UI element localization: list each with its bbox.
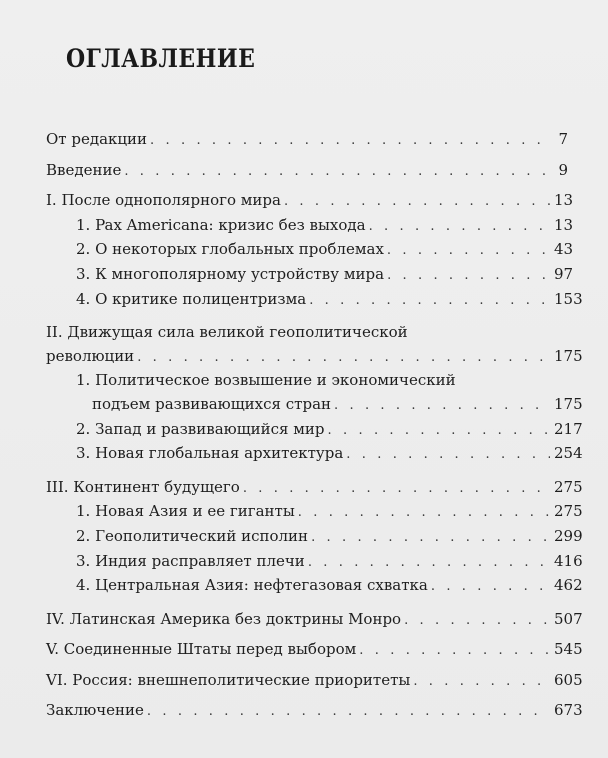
- toc-entry-chapter-6[interactable]: [46, 669, 583, 694]
- toc-entry-page: 275: [554, 502, 583, 521]
- toc-entry-page: 43: [554, 240, 574, 259]
- leader-dots: [150, 129, 550, 153]
- toc-entry-text: 3. К многополярному устройству мира: [76, 264, 385, 283]
- toc-entry-conclusion[interactable]: [46, 699, 583, 724]
- toc-entry-3-4[interactable]: [46, 574, 583, 599]
- toc-entry-text: 2. Геополитический исполин: [76, 526, 309, 545]
- toc-entry-1-2[interactable]: [46, 238, 574, 263]
- toc-entry-2-2[interactable]: [46, 418, 583, 443]
- toc-entry-text: 2. Запад и развивающийся мир: [76, 419, 325, 438]
- leader-dots: [124, 160, 550, 184]
- toc-entry-chapter-1[interactable]: [46, 189, 574, 214]
- toc-entry-page: 673: [554, 701, 583, 720]
- toc-entry-page: 254: [554, 444, 583, 463]
- leader-dots: [298, 501, 550, 525]
- toc-entry-1-1[interactable]: [46, 214, 574, 239]
- toc-entry-3-3[interactable]: [46, 550, 583, 575]
- leader-dots: [387, 239, 550, 263]
- toc-entry-2-3[interactable]: [46, 442, 583, 467]
- toc-entry-page: 175: [554, 394, 583, 413]
- toc-entry-page: 7: [558, 130, 568, 148]
- toc-entry-3-2[interactable]: [46, 525, 583, 550]
- leader-dots: [284, 190, 550, 214]
- leader-dots: [328, 419, 550, 443]
- toc-entry-page: 416: [554, 551, 583, 570]
- toc-entry-page: 97: [554, 264, 574, 283]
- toc-entry-page: 462: [554, 576, 583, 595]
- leader-dots: [346, 443, 550, 467]
- leader-dots: [147, 700, 550, 724]
- toc-entry-text-line1: II. Движущая сила великой геополитической: [46, 323, 408, 342]
- toc-entry-page: 13: [554, 215, 574, 234]
- toc-entry-text: V. Соединенные Штаты перед выбором: [46, 640, 357, 659]
- table-of-contents: [46, 128, 583, 724]
- toc-entry-text: 2. О некоторых глобальных проблемах: [76, 240, 384, 259]
- toc-entry-2-1[interactable]: [46, 369, 583, 417]
- leader-dots: [137, 346, 550, 370]
- toc-entry-text: Введение: [46, 160, 122, 179]
- toc-entry-text: 1. Pax Americana: кризис без выхода: [76, 215, 366, 234]
- toc-entry-chapter-2[interactable]: [46, 321, 583, 369]
- toc-entry-chapter-3[interactable]: [46, 476, 583, 501]
- leader-dots: [309, 289, 550, 313]
- toc-entry-text: От редакции: [46, 130, 148, 148]
- toc-entry-page: 275: [554, 477, 583, 496]
- toc-entry-text-line1: 1. Политическое возвышение и экономический: [76, 371, 456, 390]
- toc-entry-text: 4. Центральная Азия: нефтегазовая схватка: [76, 576, 428, 595]
- leader-dots: [413, 670, 550, 694]
- toc-entry-chapter-4[interactable]: [46, 608, 583, 633]
- toc-entry-text: I. После однополярного мира: [46, 191, 281, 210]
- page-title: ОГЛАВЛЕНИЕ: [66, 44, 256, 73]
- toc-entry-page: 545: [554, 640, 583, 659]
- toc-entry-text: IV. Латинская Америка без доктрины Монро: [46, 609, 402, 628]
- leader-dots: [404, 609, 550, 633]
- toc-entry-3-1[interactable]: [46, 500, 583, 525]
- toc-entry-text: VI. Россия: внешнеполитические приоритеты: [46, 670, 411, 689]
- toc-entry-1-3[interactable]: [46, 263, 574, 288]
- toc-entry-page: 13: [554, 191, 574, 210]
- toc-entry-page: 153: [554, 289, 583, 308]
- leader-dots: [387, 264, 550, 288]
- toc-entry-text: революции: [46, 346, 135, 365]
- toc-entry-page: 299: [554, 526, 583, 545]
- toc-entry-text: Заключение: [46, 701, 144, 720]
- toc-entry-text: III. Континент будущего: [46, 477, 240, 496]
- toc-entry-text: 3. Индия расправляет плечи: [76, 551, 305, 570]
- toc-entry-page: 175: [554, 346, 583, 365]
- leader-dots: [369, 215, 550, 239]
- leader-dots: [243, 477, 550, 501]
- toc-entry-page: 605: [554, 670, 583, 689]
- toc-entry-1-4[interactable]: [46, 288, 583, 313]
- toc-entry-editorial[interactable]: [46, 128, 568, 153]
- leader-dots: [311, 526, 550, 550]
- toc-entry-page: 217: [554, 419, 583, 438]
- toc-entry-page: 507: [554, 609, 583, 628]
- toc-entry-chapter-5[interactable]: [46, 638, 583, 663]
- toc-entry-text: 1. Новая Азия и ее гиганты: [76, 502, 295, 521]
- toc-entry-text: 4. О критике полицентризма: [76, 289, 307, 308]
- leader-dots: [308, 551, 550, 575]
- leader-dots: [359, 639, 550, 663]
- toc-entry-text: 3. Новая глобальная архитектура: [76, 444, 344, 463]
- toc-entry-page: 9: [558, 160, 568, 179]
- leader-dots: [431, 575, 550, 599]
- leader-dots: [334, 394, 550, 418]
- toc-entry-introduction[interactable]: [46, 159, 568, 184]
- toc-entry-text: подъем развивающихся стран: [92, 394, 332, 413]
